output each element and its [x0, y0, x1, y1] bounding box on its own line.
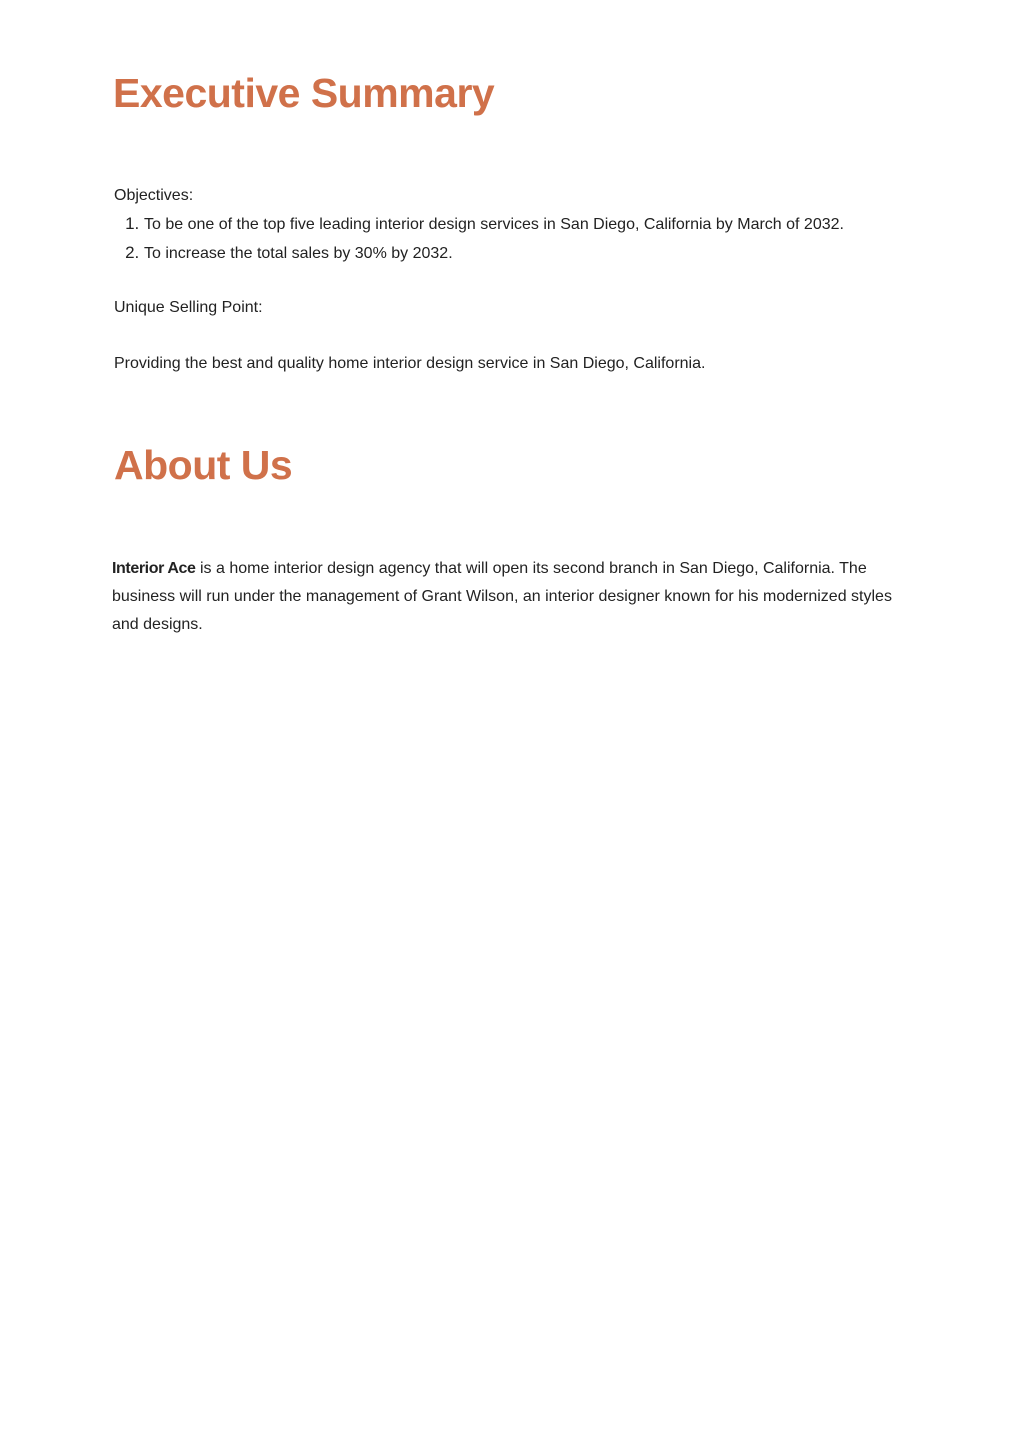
- usp-label: Unique Selling Point:: [114, 299, 263, 316]
- objectives-list: [114, 210, 844, 268]
- objective-item: 2. To increase the total sales by 30% by 2032.: [144, 239, 844, 268]
- objective-item: 1. To be one of the top five leading interior design services in San Diego, California by March of 2032.: [144, 210, 844, 239]
- company-name: Interior Ace: [112, 560, 196, 577]
- about-us-description: is a home interior design agency that will open its second branch in San Diego, California. The business will run under the management of Grant Wilson, an interior designer known for his modernized styles and designs.: [112, 560, 892, 633]
- usp-text: Providing the best and quality home interior design service in San Diego, California.: [114, 355, 706, 372]
- about-us-heading: About Us: [114, 442, 293, 488]
- executive-summary-heading: Executive Summary: [113, 70, 495, 116]
- about-us-paragraph: [112, 555, 902, 639]
- objectives-label: Objectives:: [114, 187, 194, 204]
